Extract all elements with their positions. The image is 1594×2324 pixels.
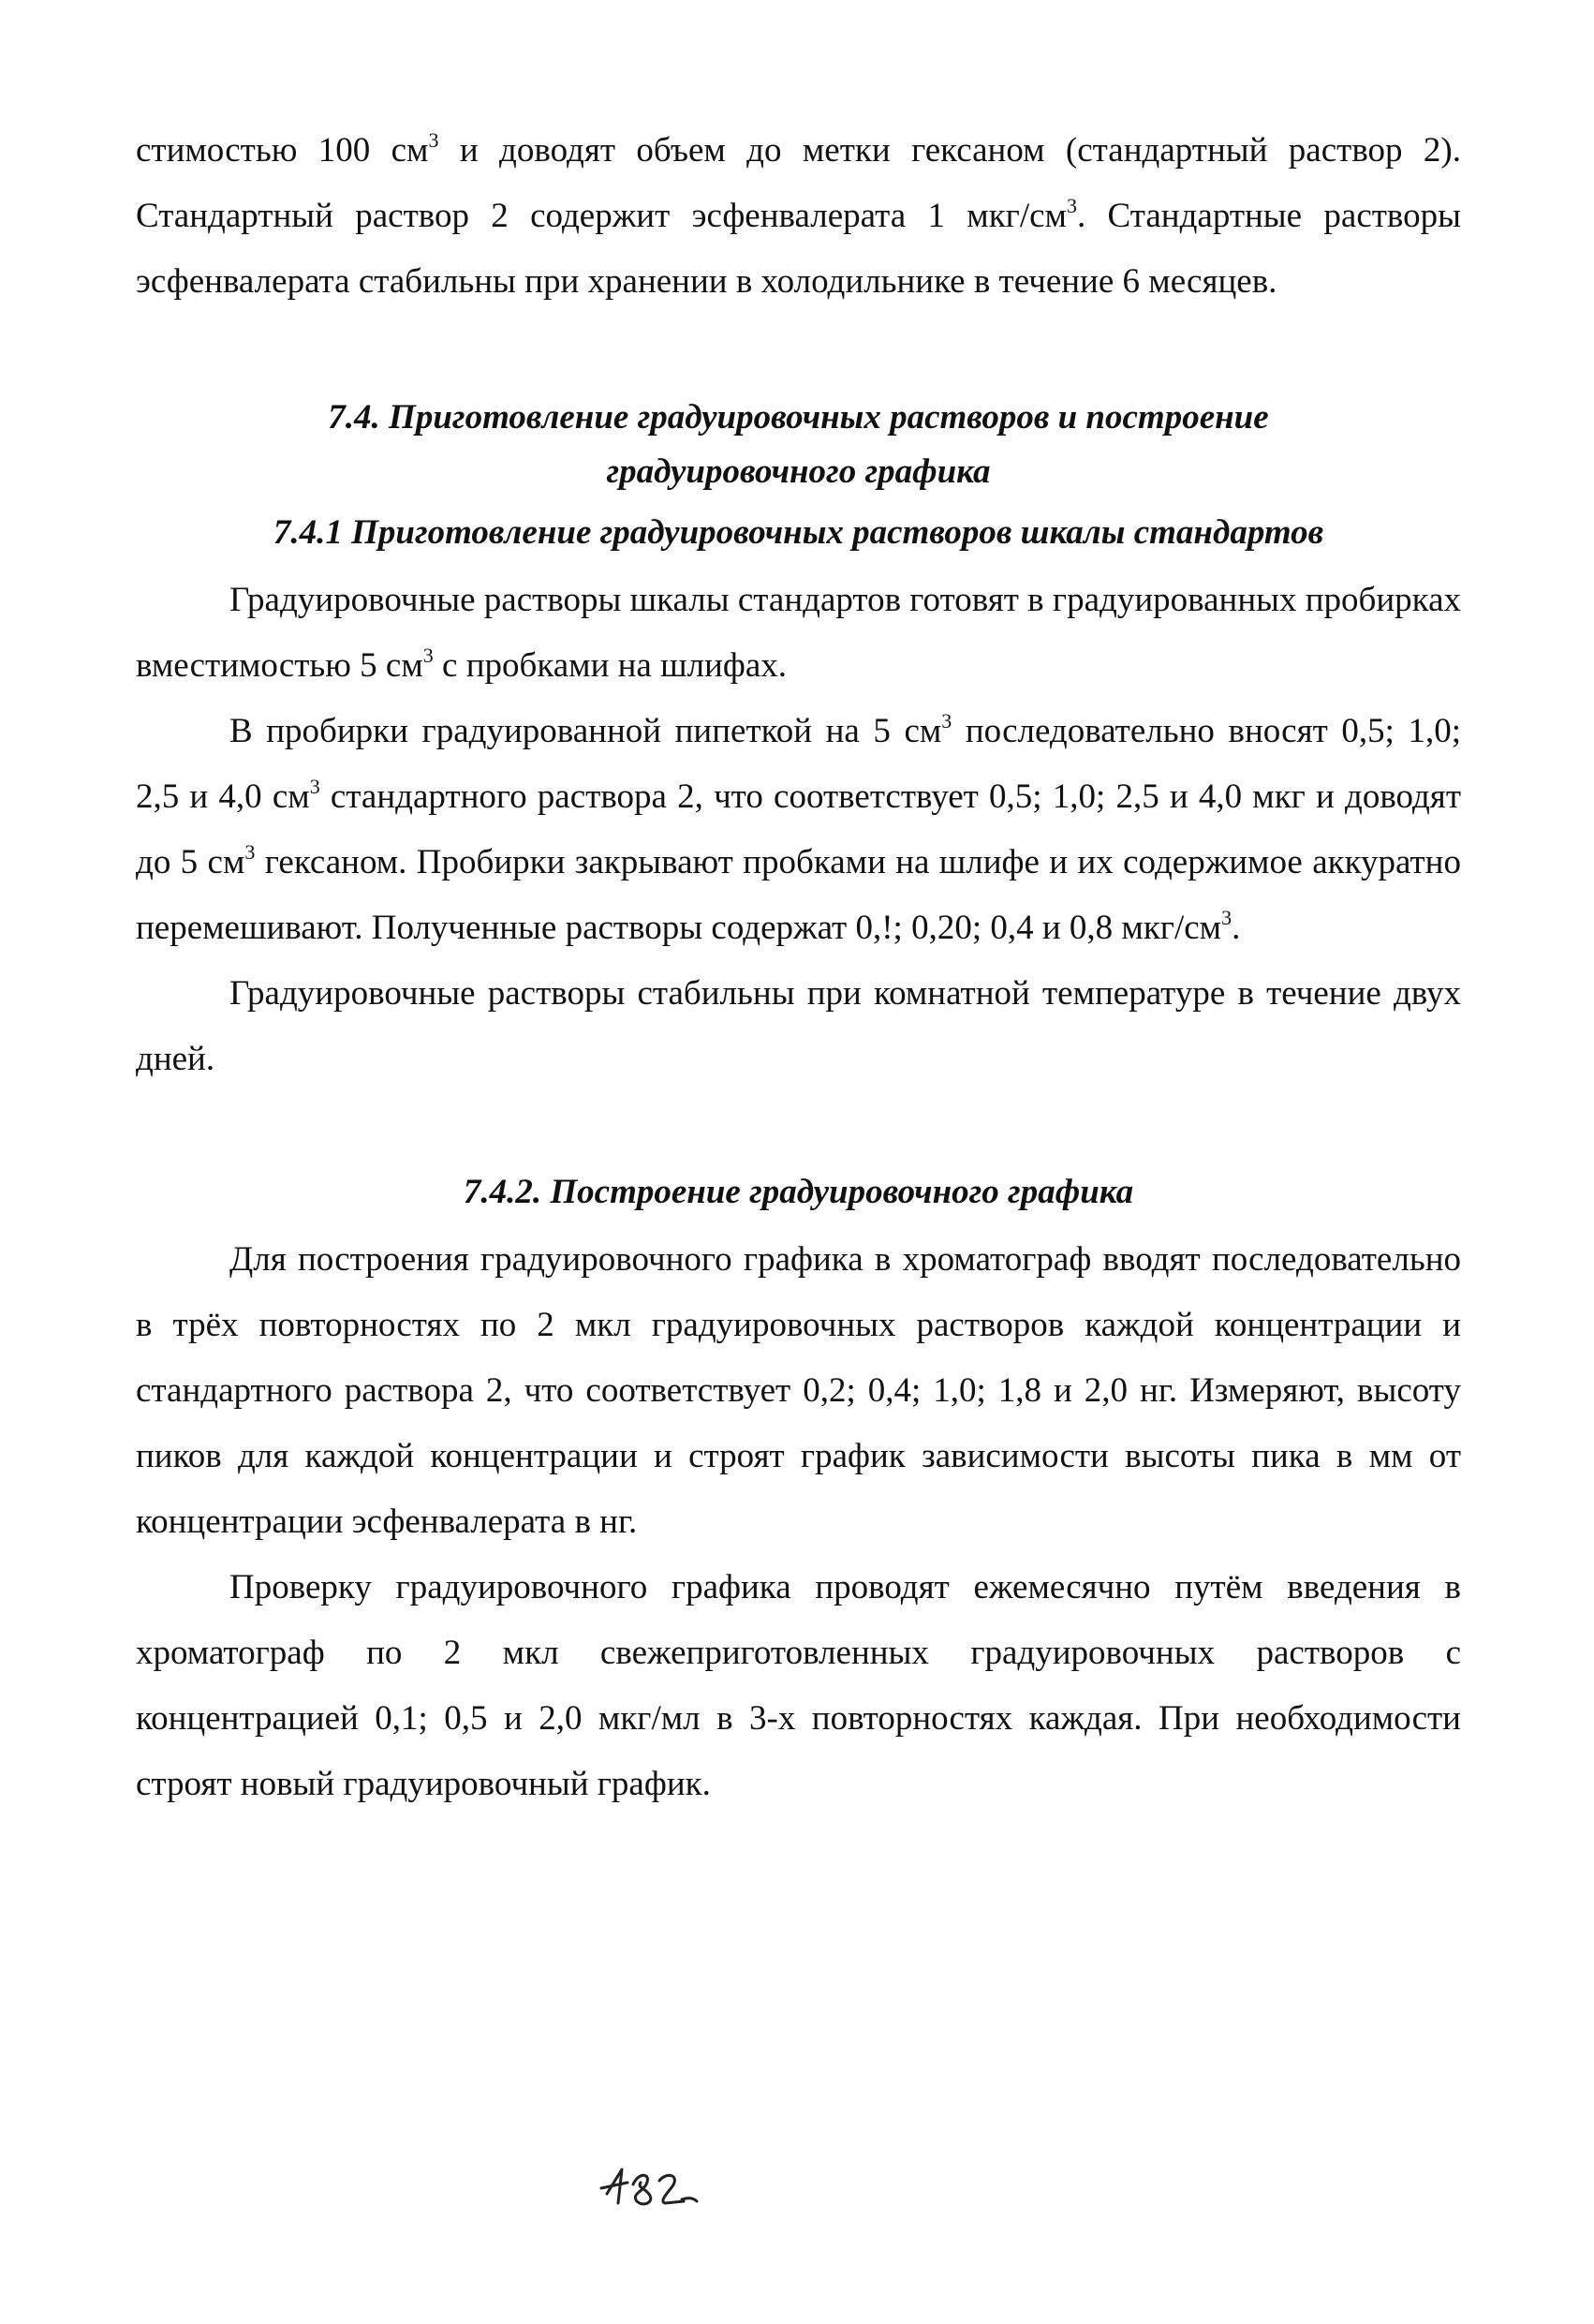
section-heading-7-4: [136, 391, 1461, 499]
paragraph-calibration-check: Проверку градуировочного графика проводят ежемесячно путём введения в хроматограф по 2 мкл свежеприготовленных градуировочных растворов с концентрацией 0,1; 0,5 и 2,0 мкг/мл в 3-х повторностях каждая. При необходимости строят новый градуировочный график.: [136, 1568, 1461, 1803]
handwritten-page-number: [590, 2145, 702, 2220]
paragraph-calibration-procedure: Для построения градуировочного графика в хроматограф вводят последовательно в трёх повторностях по 2 мкл градуировочных растворов каждой концентрации и стандартного раствора 2, что соответствует 0,2; 0,4; 1,0; 1,8 и 2,0 нг. Измеряют, высоту пиков для каждой концентрации и строят график зависимости высоты пика в мм от концентрации эсфенвалерата в нг.: [136, 1240, 1461, 1541]
section-7-4-2-body: [136, 1227, 1461, 1817]
section-heading-7-4-2: 7.4.2. Построение градуировочного графика: [463, 1173, 1134, 1211]
heading-line-1: 7.4. Приготовление градуировочных растворов и построение: [328, 398, 1269, 437]
heading-line-2: градуировочного графика: [606, 452, 991, 491]
paragraph-dilution: В пробирки градуированной пипеткой на 5 $см^3$ последовательно вносят 0,5; 1,0; 2,5 и 4,0 $см^3$ стандартного раствора 2, что соответствует 0,5; 1,0; 2,5 и 4,0 мкг и доводят до 5 $см^3$ гексаном. Пробирки закрывают пробками на шлифе и их содержимое аккуратно перемешивают. Полученные растворы содержат 0,!; 0,20; 0,4 и 0,8 мкг/$см^3$.: [136, 709, 1461, 947]
section-heading-7-4-1: 7.4.1 Приготовление градуировочных растворов шкалы стандартов: [273, 513, 1324, 552]
paragraph-standard-solution: [136, 118, 1461, 315]
paragraph-text: стимостью 100 $см^3$ и доводят объем до метки гексаном (стандартный раствор 2). Стандартный раствор 2 содержит эсфенвалерата 1 мкг/$см^3$. Стандартные растворы эсфенвалерата стабильны при хранении в холодильнике в течение 6 месяцев.: [136, 128, 1461, 301]
paragraph-stability: Градуировочные растворы стабильны при комнатной температуре в течение двух дней.: [136, 974, 1461, 1078]
paragraph-tubes: Градуировочные растворы шкалы стандартов готовят в градуированных пробирках вместимостью 5 $см^3$ с пробками на шлифах.: [136, 581, 1461, 685]
section-7-4-1-body: [136, 568, 1461, 1092]
